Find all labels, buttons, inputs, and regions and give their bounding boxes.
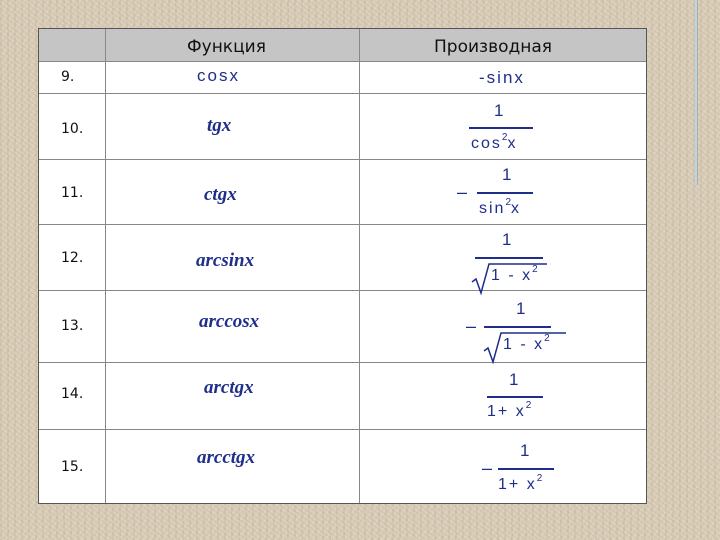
- fraction-bar: [475, 257, 543, 259]
- numerator: 1: [509, 370, 519, 389]
- column-divider: [105, 29, 106, 503]
- header-function: Функция: [187, 37, 266, 57]
- function-cell: tgx: [207, 115, 232, 136]
- row-divider: [39, 224, 646, 225]
- denominator: $1+ x^2$: [487, 400, 532, 420]
- decorative-side-line: [695, 0, 698, 185]
- row-number: 15.: [61, 459, 84, 475]
- row-number: 10.: [61, 121, 84, 137]
- denominator: $\sin^2x$: [479, 197, 522, 217]
- row-number: 11.: [61, 185, 84, 201]
- derivatives-table: [38, 28, 647, 504]
- minus-sign: –: [457, 182, 468, 202]
- row-number: 13.: [61, 318, 84, 334]
- numerator: 1: [502, 230, 512, 249]
- function-cell: cosx: [197, 66, 240, 85]
- denominator: $1 - x^2$: [491, 264, 538, 284]
- fraction-bar: [484, 326, 551, 328]
- row-divider: [39, 159, 646, 160]
- function-cell: arcsinx: [196, 250, 255, 271]
- function-cell: arctgx: [204, 377, 254, 398]
- denominator: $\cos^2x$: [471, 132, 518, 152]
- row-divider: [39, 290, 646, 291]
- column-divider: [359, 29, 360, 503]
- numerator: 1: [502, 165, 512, 184]
- row-number: 14.: [61, 386, 84, 402]
- fraction-bar: [498, 468, 554, 470]
- denominator: $1 - x^2$: [503, 333, 550, 353]
- minus-sign: –: [482, 458, 493, 478]
- fraction-bar: [477, 192, 533, 194]
- function-cell: ctgx: [204, 184, 237, 205]
- row-divider: [39, 93, 646, 94]
- denominator: $1+ x^2$: [498, 473, 543, 493]
- function-cell: arcctgx: [197, 447, 256, 468]
- header-derivative: Производная: [434, 37, 552, 57]
- minus-sign: –: [466, 316, 477, 336]
- derivative-cell: -sinx: [479, 68, 525, 87]
- table-header: [39, 29, 646, 62]
- numerator: 1: [520, 441, 530, 460]
- function-cell: arccosx: [199, 311, 260, 332]
- row-number: 12.: [61, 250, 84, 266]
- fraction-bar: [469, 127, 533, 129]
- numerator: 1: [516, 299, 526, 318]
- fraction-bar: [487, 396, 543, 398]
- row-number: 9.: [61, 69, 75, 85]
- row-divider: [39, 429, 646, 430]
- numerator: 1: [494, 101, 504, 120]
